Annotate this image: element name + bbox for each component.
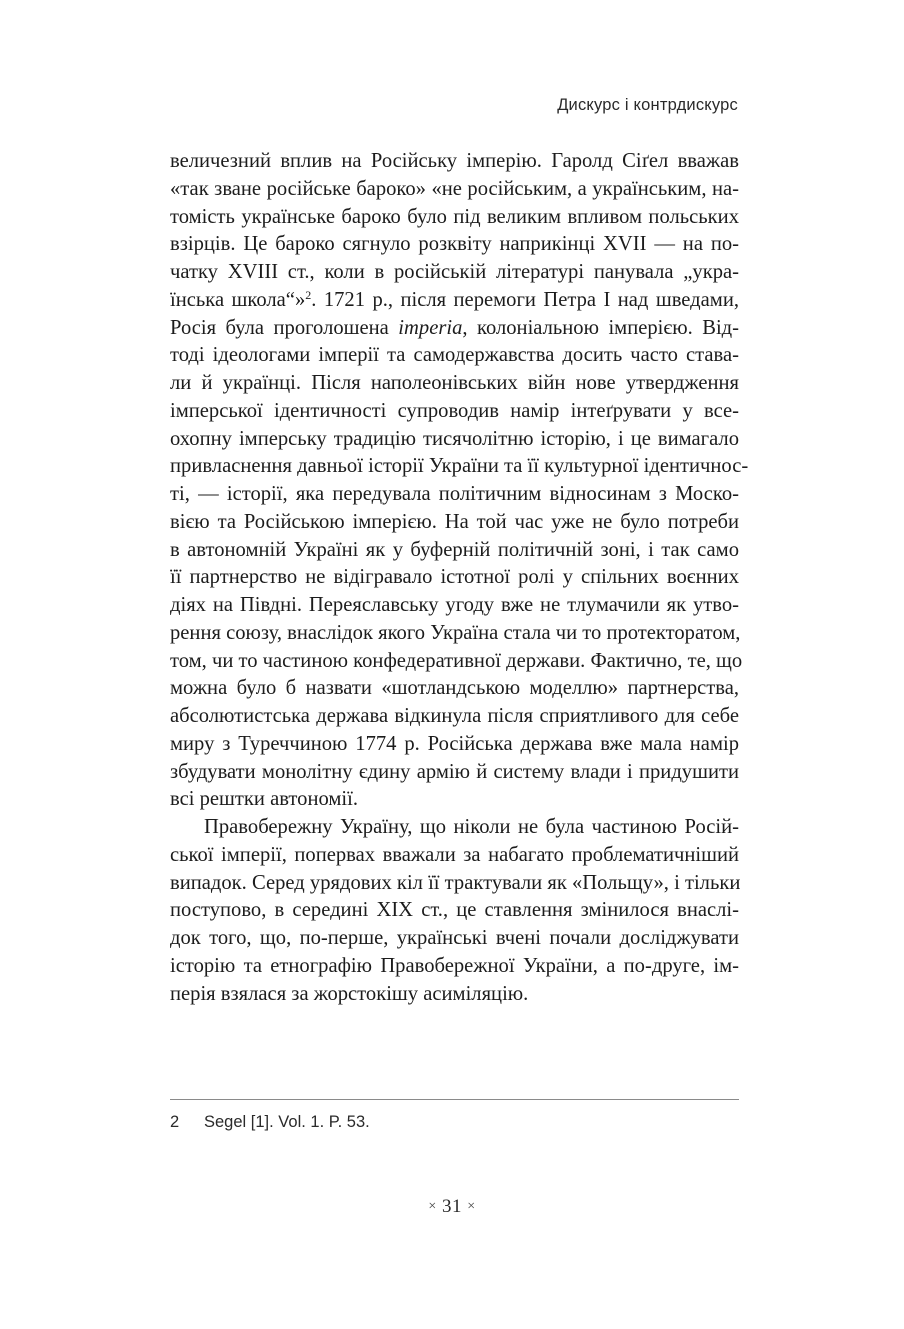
text-line: док того, що, по-перше, українські вчені почали досліджувати [170, 927, 739, 949]
text-line-with-italic [170, 315, 739, 343]
footnote-divider [170, 1099, 739, 1100]
text-line: томість українське бароко було під великим впливом польських [170, 205, 739, 228]
text-line: «так зване російське бароко» «не російським, а українським, на- [170, 177, 739, 200]
text-segment: , колоніальною імперією. Від- [462, 316, 739, 339]
text-line: історію та етнографію Правобережної України, а по-друге, ім- [170, 954, 739, 977]
text-line: перія взялася за жорстокішу асиміляцію. [170, 982, 529, 1005]
text-line: Правобережну Україну, що ніколи не була частиною Росій- [204, 816, 739, 838]
text-line: привласнення давньої історії України та її культурної ідентичнос- [170, 455, 749, 478]
footnote-text: Segel [1]. Vol. 1. P. 53. [204, 1113, 370, 1131]
text-line: чатку XVIII ст., коли в російській літературі панувала „укра- [170, 261, 739, 283]
italic-term: imperia [398, 316, 463, 339]
text-line-with-footnote [170, 287, 739, 315]
text-line: том, чи то частиною конфедеративної держави. Фактично, те, що [170, 649, 743, 672]
ornament-left-icon: × [428, 1199, 437, 1214]
text-line: ли й українці. Після наполеонівських війн нове утвердження [170, 372, 739, 394]
text-line: величезний вплив на Російську імперію. Гаролд Сіґел вважав [170, 150, 739, 172]
text-line: взірців. Це бароко сягнуло розквіту наприкінці XVII — на по- [170, 233, 739, 256]
text-line: тоді ідеологами імперії та самодержавства досить часто става- [170, 344, 739, 367]
footnote-number: 2 [170, 1113, 180, 1131]
text-line: ті, — історії, яка передувала політичним відносинам з Моско- [170, 483, 739, 505]
text-line: в автономній Україні як у буферній політичній зоні, і так само [170, 538, 739, 561]
text-line: абсолютистська держава відкинула після сприятливого для себе [170, 705, 739, 727]
text-line: рення союзу, внаслідок якого Україна стала чи то протекторатом, [170, 621, 741, 644]
text-line: випадок. Серед урядових кіл її трактували як «Польщу», і тільки [170, 871, 741, 894]
main-text [170, 148, 749, 1008]
text-segment: їнська школа“» [170, 288, 306, 311]
text-line: охопну імперську традицію тисячолітню історію, і це вимагало [170, 427, 739, 450]
text-line: можна було б назвати «шотландською моделлю» партнерства, [170, 677, 739, 700]
footnote-reference[interactable]: 2 [305, 287, 312, 302]
page-number [0, 1196, 904, 1218]
ornament-right-icon: × [467, 1199, 476, 1214]
text-line: миру з Туреччиною 1774 р. Російська держава вже мала намір [170, 732, 739, 755]
text-line: її партнерство не відігравало істотної ролі у спільних воєнних [170, 566, 739, 589]
text-line: імперської ідентичності супроводив намір інтеґрувати у все- [170, 399, 739, 422]
page-number-value: 31 [442, 1196, 462, 1217]
text-line: поступово, в середині XIX ст., це ставлення змінилося внаслі- [170, 899, 739, 922]
footnote [170, 1113, 370, 1132]
text-line: всі рештки автономії. [170, 788, 359, 811]
text-segment: . 1721 р., після перемоги Петра І над шведами, [311, 288, 739, 311]
text-line: збудувати монолітну єдину армію й систему влади і придушити [170, 760, 739, 783]
running-head: Дискурс і контрдискурс [557, 96, 738, 114]
text-line: ської імперії, попервах вважали за набагато проблематичніший [170, 843, 739, 866]
text-line: вією та Російською імперією. На той час уже не було потреби [170, 510, 739, 533]
text-line: діях на Півдні. Переяславську угоду вже не тлумачили як утво- [170, 594, 739, 616]
text-segment: Росія була проголошена [170, 316, 389, 339]
